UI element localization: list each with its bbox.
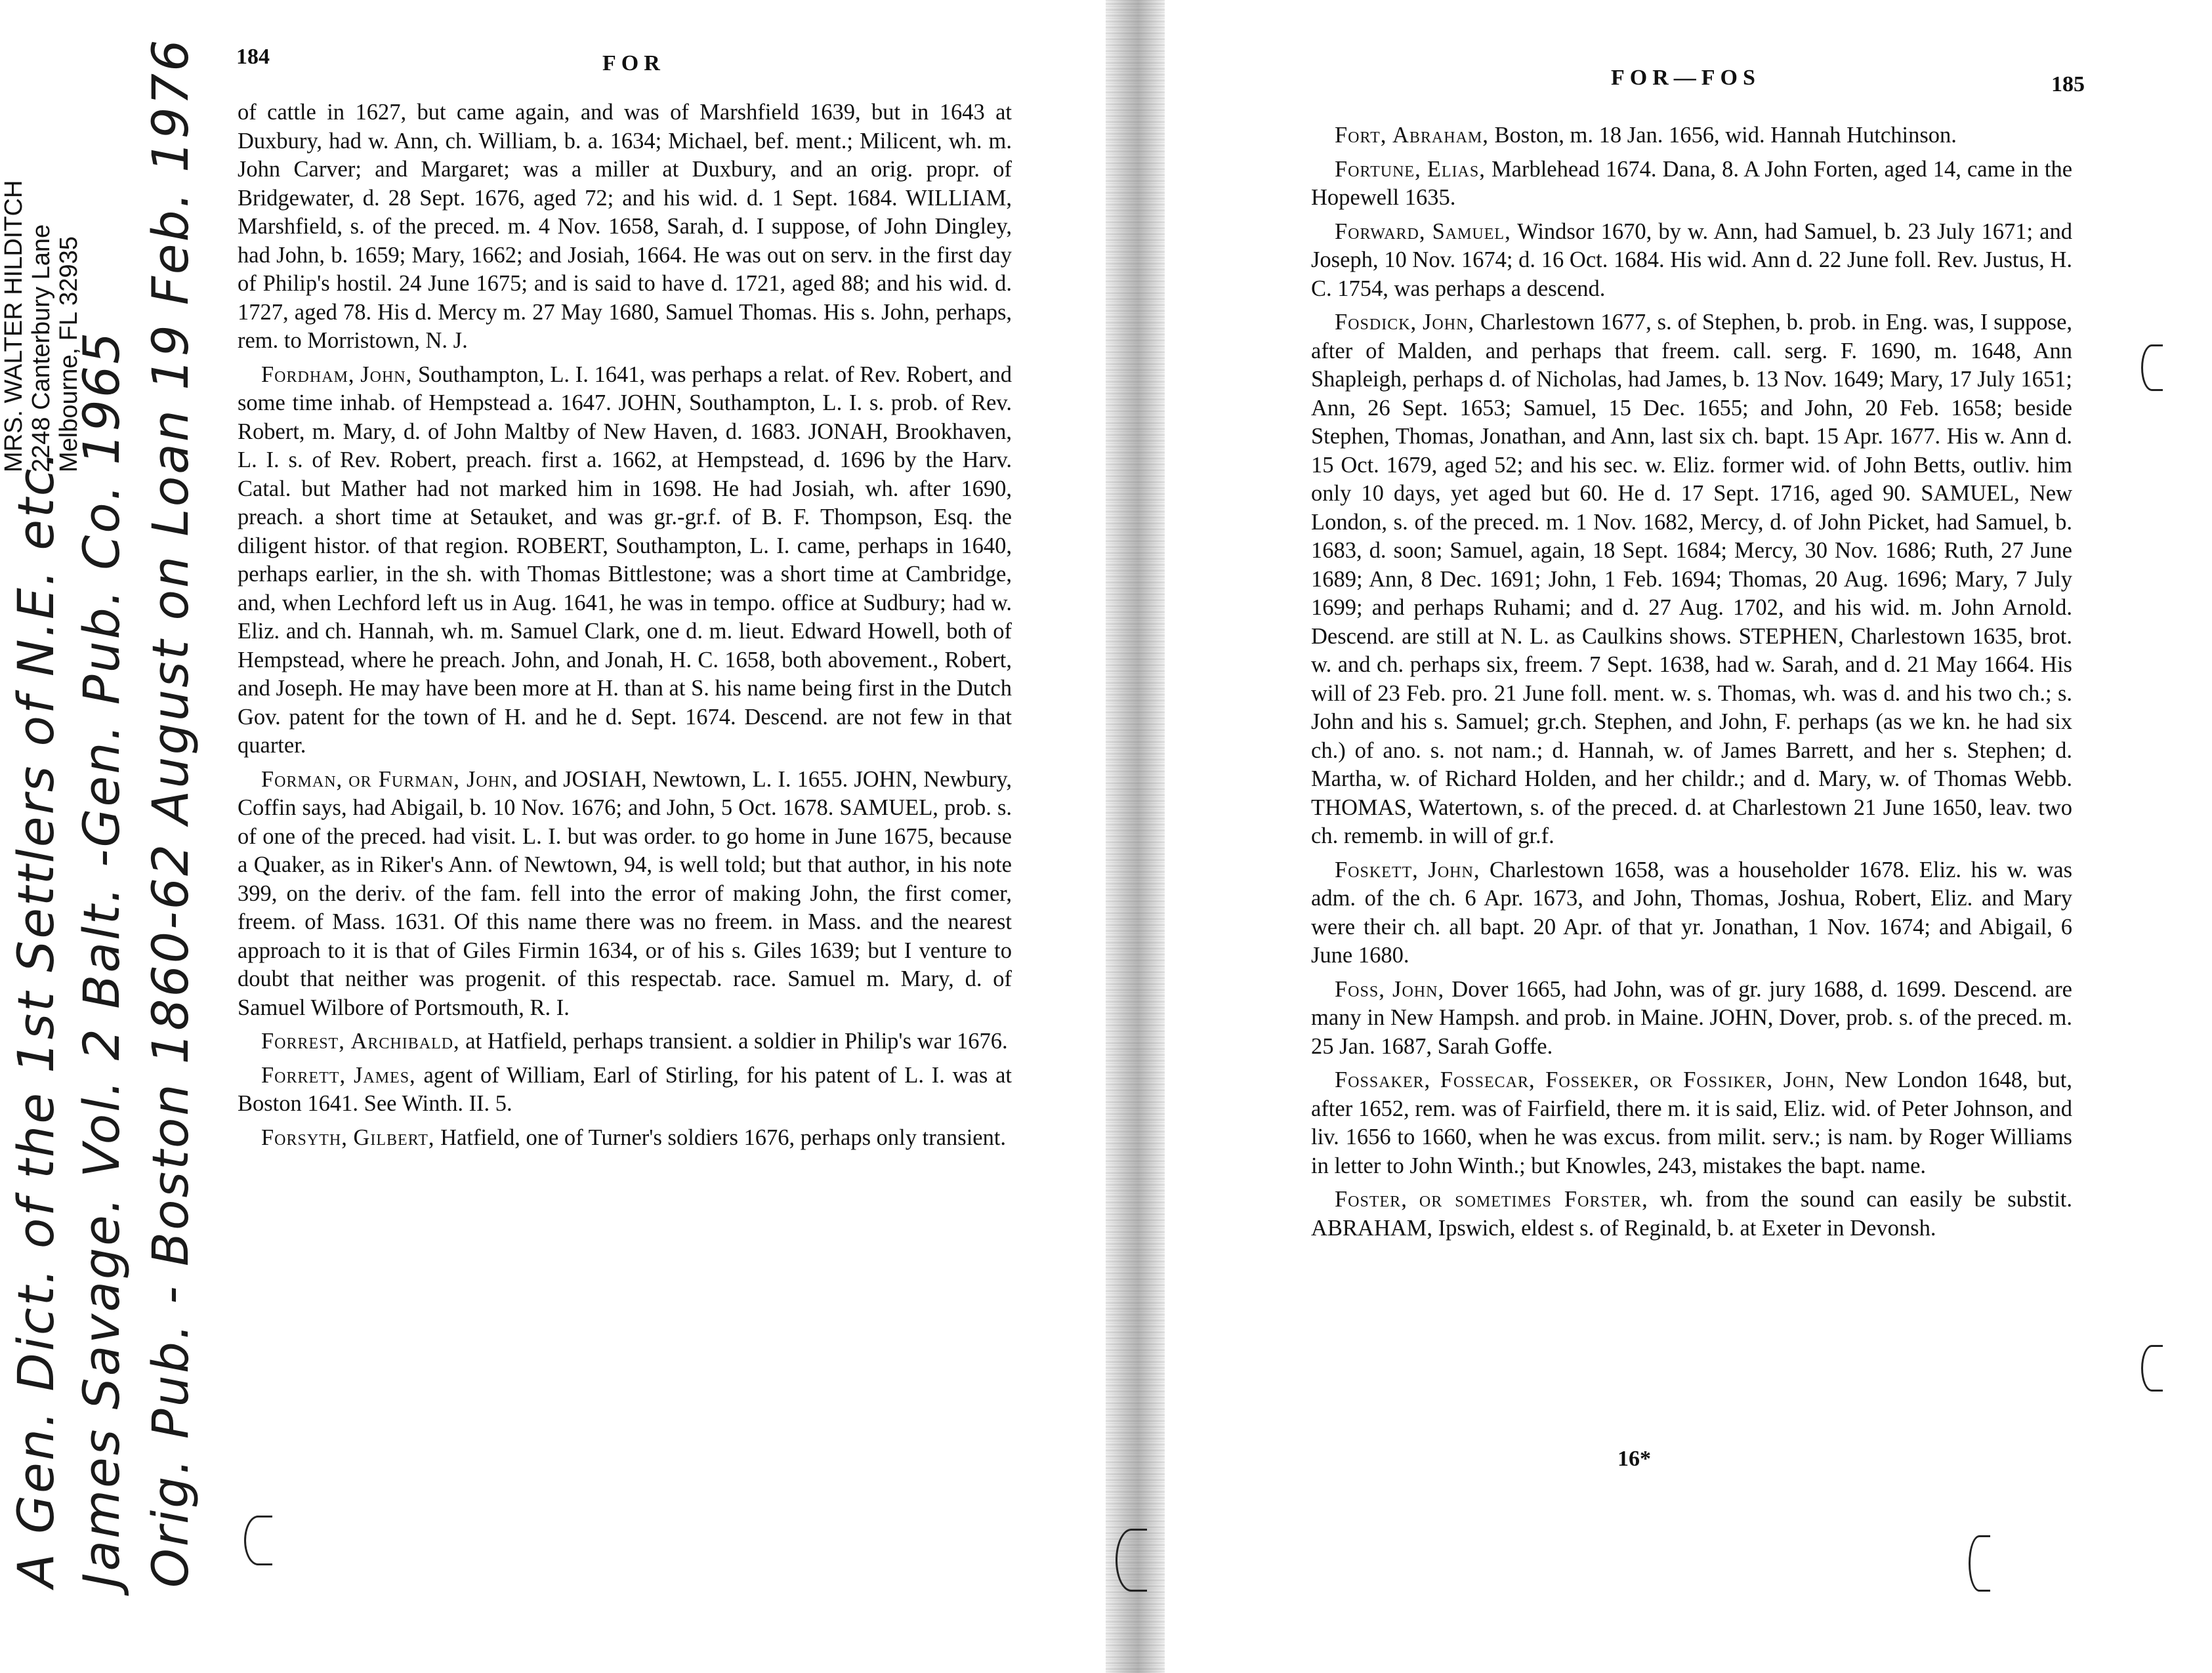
- entry-text: Windsor 1670, by w. Ann, had Samuel, b. 23 July 1671; and Joseph, 10 Nov. 1674; d. 16 Oct. 1684. His wid. Ann d. 22 June foll. Rev. Justus, H. C. 1754, was perhaps a descend.: [1311, 218, 2072, 301]
- right-entry-fosdick: [1311, 308, 2072, 851]
- entry-surname: Fortune,: [1335, 156, 1421, 182]
- entry-given-name: or sometimes Forster,: [1419, 1187, 1648, 1212]
- entry-given-name: Gilbert,: [353, 1125, 435, 1150]
- binding-hole-mark: [2141, 1345, 2163, 1392]
- right-page: [1155, 0, 2212, 1673]
- entry-text: wh. from the sound can easily be substit. ABRAHAM, Ipswich, eldest s. of Reginald, b. at Exeter in Devonsh.: [1311, 1187, 2072, 1241]
- right-running-head: FOR—FOS: [1611, 66, 1761, 90]
- right-entry-foss: [1311, 976, 2072, 1062]
- left-entry-forman: [238, 766, 1012, 1023]
- left-entry-forrest: [238, 1027, 1012, 1056]
- right-entry-foster: [1311, 1186, 2072, 1243]
- entry-text: Boston, m. 18 Jan. 1656, wid. Hannah Hutchinson.: [1488, 123, 1957, 148]
- left-entry-forsyth: [238, 1124, 1012, 1153]
- binding-hole-mark: [1969, 1535, 1990, 1592]
- entry-text: Charlestown 1658, was a householder 1678. Eliz. his w. was adm. of the ch. 6 Apr. 1673, and John, Thomas, Joshua, Robert, Eliz. and Mary were their ch. all bapt. 20 Apr. of that yr. Jonathan, 1 Nov. 1674; and Abigail, 6 June 1680.: [1311, 857, 2073, 968]
- entry-surname: Forsyth,: [261, 1125, 348, 1150]
- entry-text: Dover 1665, had John, was of gr. jury 1688, d. 1699. Descend. are many in New Hampsh. and prob. in Maine. JOHN, Dover, prob. s. of the preced. m. 25 Jan. 1687, Sarah Goffe.: [1311, 976, 2072, 1059]
- entry-surname: Forrest,: [261, 1029, 345, 1054]
- binding-hole-mark: [244, 1516, 272, 1565]
- entry-given-name: Samuel,: [1432, 218, 1511, 244]
- right-entry-fortune: [1311, 155, 2072, 213]
- left-entry-fordham: [238, 361, 1012, 760]
- entry-given-name: Elias,: [1427, 156, 1486, 182]
- entry-text: New London 1648, but, after 1652, rem. was of Fairfield, there m. it is said, Eliz. wid. of Peter Johnson, and liv. 1656 to 1660, when he was excus. from milit. serv.; is nam. by Roger Williams in letter to John Winth.; but Knowles, 243, mistakes the bapt. name.: [1311, 1067, 2072, 1178]
- entry-surname: Foss,: [1335, 976, 1385, 1002]
- entry-surname: Foster,: [1335, 1187, 1408, 1212]
- right-page-number: 185: [2051, 72, 2085, 96]
- entry-surname: Forman,: [261, 766, 343, 792]
- entry-text: Charlestown 1677, s. of Stephen, b. prob. in Eng. was, I suppose, after of Malden, and perhaps that freem. call. serg. F. 1690, m. 1648, Ann Shapleigh, perhaps d. of Nicholas, had James, b. 13 Nov. 1649; Mary, 17 July 1651; Ann, 26 Sept. 1653; Samuel, 15 Dec. 1655; and John, 20 Feb. 1658; beside Stephen, Thomas, Jonathan, and Ann, last six ch. bapt. 15 Apr. 1677. His w. Ann d. 15 Oct. 1679, aged 52; and his sec. w. Eliz. former wid. of John Betts, outliv. him only 10 days, yet aged but 60. He d. 17 Sept. 1716, aged 90. SAMUEL, New London, s. of the preced. m. 1 Nov. 1682, Mercy, d. of John Picket, had Samuel, b. 1683, d. soon; Samuel, again, 18 Sept. 1684; Mercy, 30 Nov. 1686; Ruth, 27 June 1689; Ann, 8 Dec. 1691; John, 1 Feb. 1694; Thomas, 20 Aug. 1696; Mary, 7 July 1699; and perhaps Ruhami; and d. 27 Aug. 1702, and his wid. m. John Arnold. Descend. are still at N. L. as Caulkins shows. STEPHEN, Charlestown 1635, brot. w. and ch. perhaps six, freem. 7 Sept. 1638, had w. Sarah, and d. 21 May 1664. His will of 23 Feb. pro. 21 June foll. ment. w. s. Thomas, wh. was d. and his two ch.; s. John and his s. Samuel; gr.ch. Stephen, and John, F. perhaps (as we kn. he had six ch.) of ano. s. not nam.; d. Hannah, w. of James Barrett, and her s. Stephen; d. Martha, w. of Richard Holden, and her childr.; and d. Mary, w. of Thomas Webb. THOMAS, Watertown, s. of the preced. d. at Charlestown 21 June 1650, leav. two ch. rememb. in will of gr.f.: [1311, 310, 2073, 848]
- entry-surname: Fordham,: [261, 361, 355, 387]
- right-entry-forward: [1311, 218, 2072, 304]
- left-running-head: FOR: [602, 51, 665, 75]
- entry-surname: Foskett,: [1335, 857, 1419, 882]
- left-page: [0, 0, 1089, 1673]
- stamp-line-3: Melbourne, FL 32935: [55, 236, 83, 472]
- entry-text: Southampton, L. I. 1641, was perhaps a relat. of Rev. Robert, and some time inhab. of Hempstead a. 1647. JOHN, Southampton, L. I. s. prob. of Rev. Robert, m. Mary, d. of John Maltby of New Haven, d. 1683. JONAH, Brookhaven, L. I. s. of Rev. Robert, preach. first a. 1662, at Hempstead, d. 1696 by the Harv. Catal. but Mather had not marked him in 1698. He had Josiah, wh. after 1690, preach. a short time at Setauket, and was gr.-gr.f. of B. F. Thompson, Esq. the diligent histor. of that region. ROBERT, Southampton, L. I. came, perhaps in 1640, perhaps earlier, in the sh. with Thomas Bittlestone; was a short time at Cambridge, and, when Lechford left us in Aug. 1641, he was in tempo. office at Sudbury; had w. Eliz. and ch. Hannah, wh. m. Samuel Clark, one d. m. lieut. Edward Howell, both of Hempstead, where he preach. John, and Jonah, H. C. 1658, both abovement., Robert, and Joseph. He may have been more at H. than at S. his name being first in the Dutch Gov. patent for the town of H. and he d. Sept. 1674. Descend. are not few in that quarter.: [238, 361, 1012, 758]
- binding-hole-mark: [2141, 344, 2163, 391]
- paragraph-text: of cattle in 1627, but came again, and was of Marshfield 1639, but in 1643 at Duxbury, had w. Ann, ch. William, b. a. 1634; Michael, bef. ment.; Milicent, wh. m. John Carver; and Margaret; was a miller at Duxbury, and an orig. propr. of Bridgewater, d. 28 Sept. 1676, aged 72; and his wid. d. 1 Sept. 1684. WILLIAM, Marshfield, s. of the preced. m. 4 Nov. 1658, Sarah, d. I suppose, of John Dingley, had John, b. 1659; Mary, 1662; and Josiah, 1664. He was out on serv. in the first day of Philip's hostil. 24 June 1675; and is said to have d. 1721, aged 88; and his wid. d. 1727, aged 78. His d. Mercy m. 27 May 1680, Samuel Thomas. His s. John, perhaps, rem. to Morristown, N. J.: [238, 100, 1012, 353]
- stamp-line-2: 2248 Canterbury Lane: [28, 224, 55, 472]
- signature-mark: 16*: [1617, 1447, 1651, 1471]
- entry-given-name: James,: [353, 1062, 416, 1088]
- right-entry-fort: [1311, 121, 2072, 150]
- entry-text: and JOSIAH, Newtown, L. I. 1655. JOHN, Newbury, Coffin says, had Abigail, b. 10 Nov. 1676; and John, 5 Oct. 1678. SAMUEL, prob. s. of one of the preced. had visit. L. I. but was order. to go home in June 1675, because a Quaker, as in Riker's Ann. of Newtown, 94, is well told; but that author, in his note 399, on the deriv. of the fam. fell into the error of making John, the first comer, freem. of Mass. 1631. Of this name there was no freem. in Mass. and the nearest approach to it is that of Giles Firmin 1634, or of his s. Giles 1639; but I venture to doubt that neither was progenit. of this respectab. race. Samuel m. Mary, d. of Samuel Wilbore of Portsmouth, R. I.: [238, 766, 1012, 1020]
- entry-text: Hatfield, one of Turner's soldiers 1676, perhaps only transient.: [434, 1125, 1007, 1150]
- entry-surname: Forward,: [1335, 218, 1426, 244]
- entry-given-name: or Furman, John,: [348, 766, 519, 792]
- right-text-column: [1311, 121, 2072, 1243]
- handwritten-note-line-1: A Gen. Dict. of the 1st Settlers of N.E. etc.: [7, 449, 65, 1588]
- entry-text: agent of William, Earl of Stirling, for his patent of L. I. was at Boston 1641. See Winth. II. 5.: [238, 1062, 1012, 1116]
- right-entry-foskett: [1311, 856, 2072, 970]
- handwritten-note-line-3: Orig. Pub. - Boston 1860-62 August on Loan 19 Feb. 1976: [141, 37, 199, 1588]
- left-text-column: [238, 98, 1012, 1152]
- entry-given-name: John,: [1392, 976, 1445, 1002]
- handwritten-note-line-2: James Savage. Vol. 2 Balt. -Gen. Pub. Co. 1965: [72, 330, 131, 1588]
- entry-given-name: John,: [360, 361, 413, 387]
- entry-given-name: Fossecar, Fosseker, or Fossiker, John,: [1440, 1067, 1835, 1092]
- entry-text: Marblehead 1674. Dana, 8. A John Forten, aged 14, came in the Hopewell 1635.: [1311, 156, 2073, 210]
- entry-surname: Fort,: [1335, 123, 1387, 148]
- entry-surname: Fosdick,: [1335, 310, 1417, 335]
- entry-given-name: John,: [1423, 310, 1475, 335]
- right-entry-fossaker: [1311, 1066, 2072, 1180]
- entry-text: at Hatfield, perhaps transient. a soldier in Philip's war 1676.: [459, 1029, 1008, 1054]
- entry-surname: Forrett,: [261, 1062, 346, 1088]
- binding-hole-mark: [1116, 1529, 1147, 1592]
- entry-surname: Fossaker,: [1335, 1067, 1431, 1092]
- left-entry-forrett: [238, 1062, 1012, 1119]
- left-page-number: 184: [236, 45, 270, 69]
- entry-given-name: John,: [1428, 857, 1480, 882]
- entry-given-name: Archibald,: [350, 1029, 460, 1054]
- left-paragraph-0: [238, 98, 1012, 356]
- entry-given-name: Abraham,: [1392, 123, 1489, 148]
- stamp-line-1: MRS. WALTER HILDITCH: [0, 180, 28, 472]
